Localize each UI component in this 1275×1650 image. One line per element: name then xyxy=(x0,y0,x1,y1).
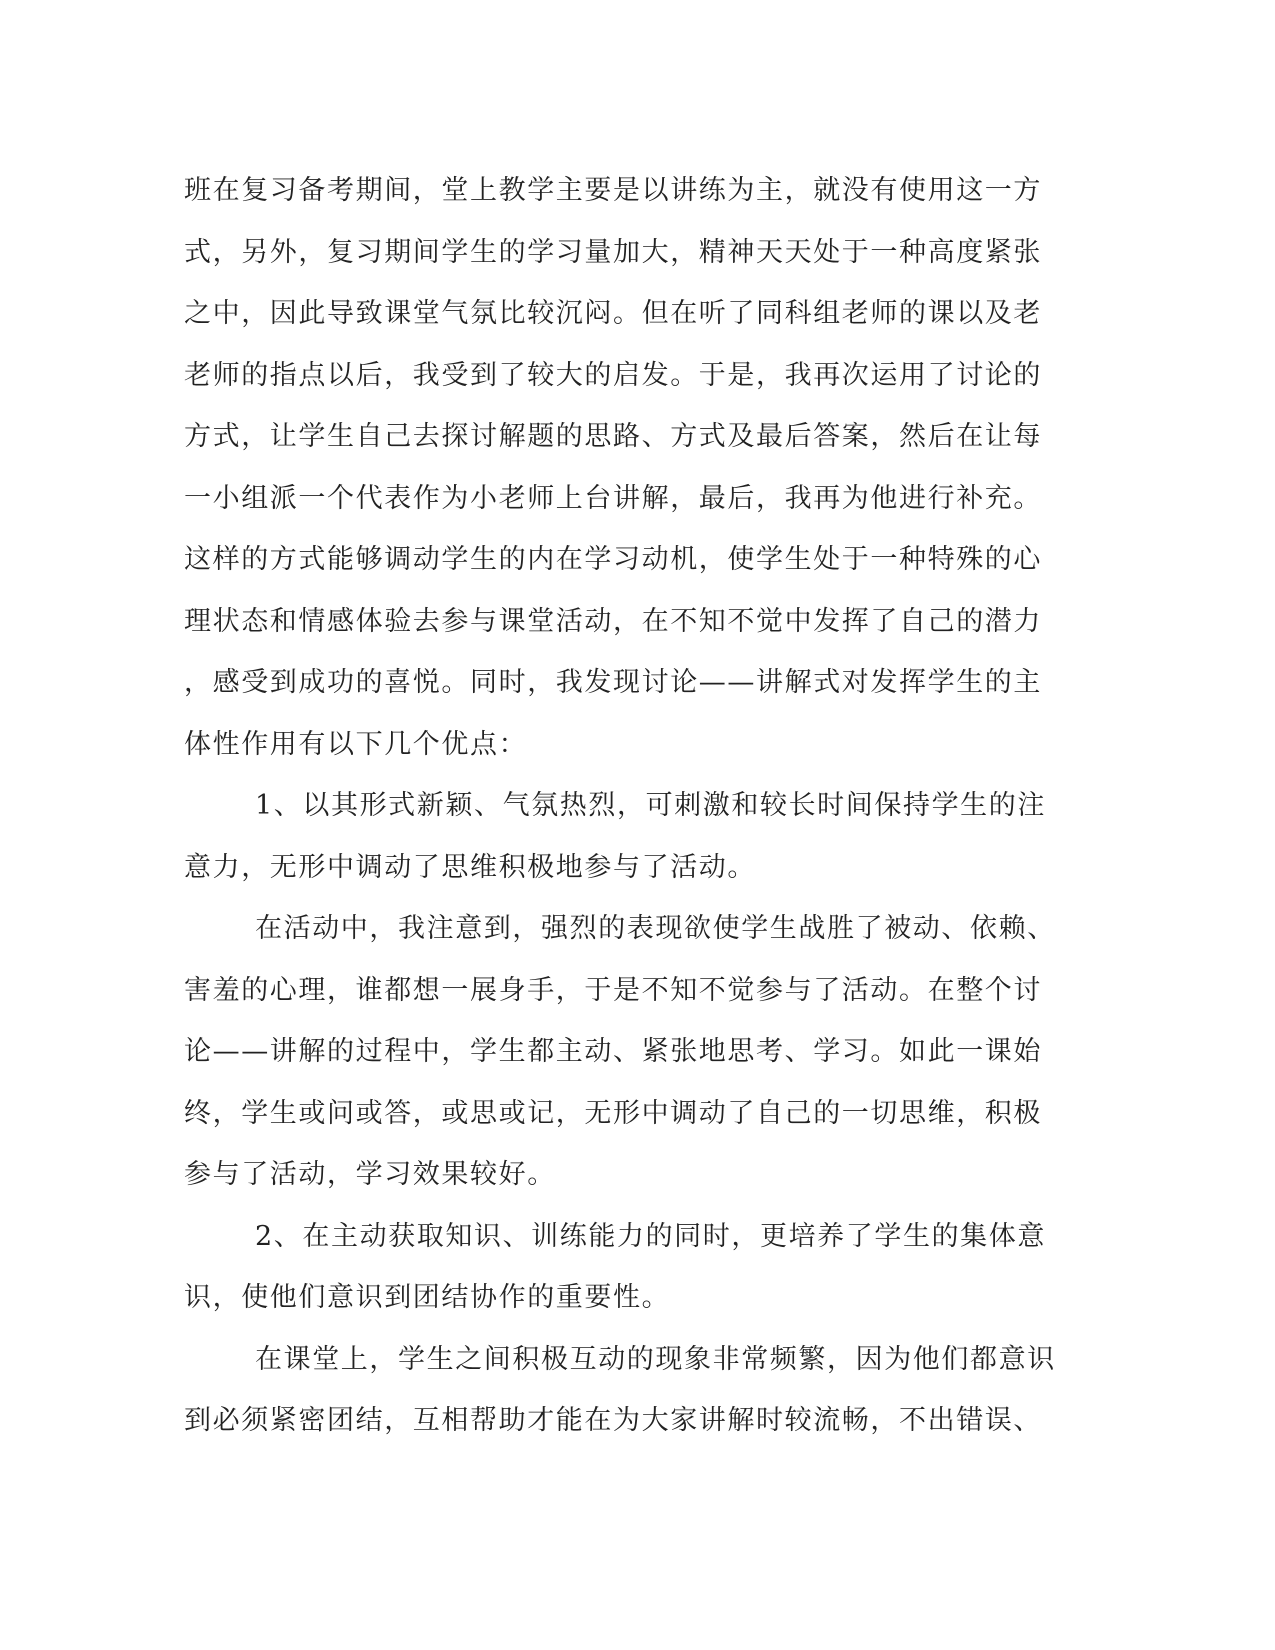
text-line: 到必须紧密团结，互相帮助才能在为大家讲解时较流畅，不出错误、 xyxy=(184,1405,1042,1436)
list-item-heading-2: 2、在主动获取知识、训练能力的同时，更培养了学生的集体意 xyxy=(255,1220,1046,1252)
text-line: 参与了活动，学习效果较好。 xyxy=(184,1159,556,1190)
text-line: 班在复习备考期间，堂上教学主要是以讲练为主，就没有使用这一方 xyxy=(184,175,1042,206)
text-line: 识，使他们意识到团结协作的重要性。 xyxy=(184,1282,671,1313)
text-line: 论——讲解的过程中，学生都主动、紧张地思考、学习。如此一课始 xyxy=(184,1036,1042,1067)
paragraph-start: 在课堂上，学生之间积极互动的现象非常频繁，因为他们都意识 xyxy=(255,1343,1056,1375)
list-item-heading-1: 1、以其形式新颖、气氛热烈，可刺激和较长时间保持学生的注 xyxy=(255,790,1046,821)
text-line: 意力，无形中调动了思维积极地参与了活动。 xyxy=(184,851,756,883)
text-line: 方式，让学生自己去探讨解题的思路、方式及最后答案，然后在让每 xyxy=(184,421,1042,452)
text-line: 理状态和情感体验去参与课堂活动，在不知不觉中发挥了自己的潜力 xyxy=(184,605,1042,637)
paragraph-start: 在活动中，我注意到，强烈的表现欲使学生战胜了被动、依赖、 xyxy=(255,913,1056,944)
text-line: 这样的方式能够调动学生的内在学习动机，使学生处于一种特殊的心 xyxy=(184,544,1042,575)
text-line: 式，另外，复习期间学生的学习量加大，精神天天处于一种高度紧张 xyxy=(184,236,1042,268)
text-line: 终，学生或问或答，或思或记，无形中调动了自己的一切思维，积极 xyxy=(184,1097,1042,1129)
text-line: 害羞的心理，谁都想一展身手，于是不知不觉参与了活动。在整个讨 xyxy=(184,974,1042,1006)
document-body xyxy=(184,160,1064,1452)
text-line: 体性作用有以下几个优点： xyxy=(184,728,528,760)
text-line: ，感受到成功的喜悦。同时，我发现讨论——讲解式对发挥学生的主 xyxy=(184,667,1042,698)
text-line: 老师的指点以后，我受到了较大的启发。于是，我再次运用了讨论的 xyxy=(184,359,1042,391)
text-line: 一小组派一个代表作为小老师上台讲解，最后，我再为他进行补充。 xyxy=(184,482,1042,514)
text-line: 之中，因此导致课堂气氛比较沉闷。但在听了同科组老师的课以及老 xyxy=(184,298,1042,329)
